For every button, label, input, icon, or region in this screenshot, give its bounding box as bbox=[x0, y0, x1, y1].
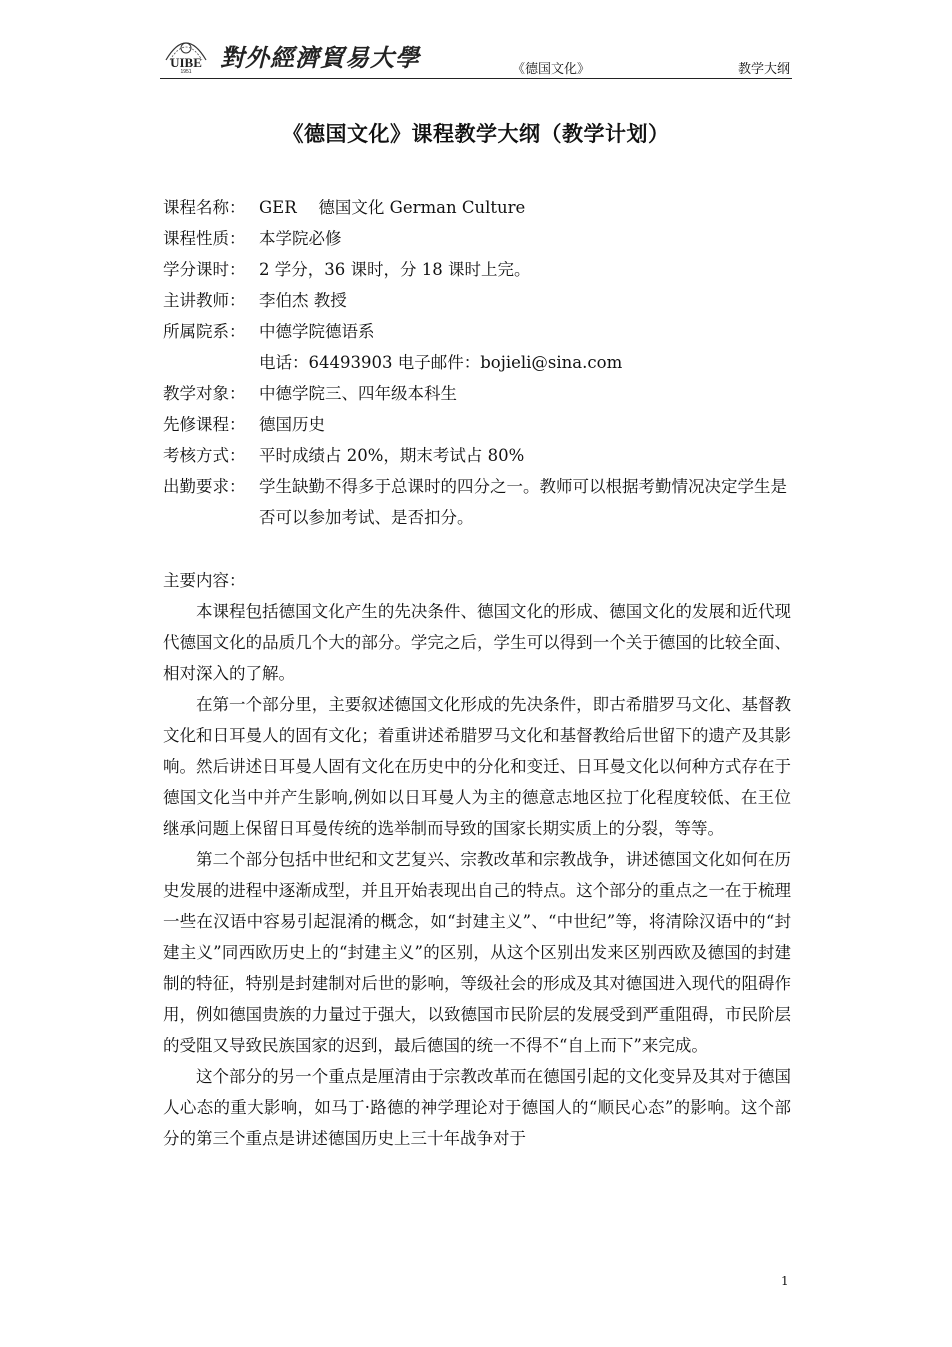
info-row-credits bbox=[163, 254, 793, 285]
info-label: 考核方式： bbox=[163, 446, 246, 465]
contact-info: 电话：64493903 电子邮件：bojieli@sina.com bbox=[259, 353, 623, 372]
document-title: 《德国文化》课程教学大纲（教学计划） bbox=[282, 122, 670, 146]
info-label: 课程性质： bbox=[163, 229, 246, 248]
info-row-course-name bbox=[163, 192, 793, 223]
info-label: 出勤要求： bbox=[163, 477, 246, 496]
info-label: 课程名称： bbox=[163, 198, 246, 217]
page-number: 1 bbox=[781, 1274, 789, 1288]
paragraph: 在第一个部分里，主要叙述德国文化形成的先决条件，即古希腊罗马文化、基督教文化和日耳曼人的固有文化；着重讲述希腊罗马文化和基督教给后世留下的遗产及其影响。然后讲述日耳曼人固有文化在历史中的分化和变迁、日耳曼文化以何种方式存在于德国文化当中并产生影响,例如以日耳曼人为主的德意志地区拉丁化程度较低、在王位继承问题上保留日耳曼传统的选举制而导致的国家长期实质上的分裂，等等。 bbox=[163, 695, 791, 838]
header-course-ref: 《德国文化》 bbox=[512, 62, 591, 77]
main-content bbox=[163, 565, 791, 1154]
university-logo bbox=[160, 30, 212, 74]
paragraph: 本课程包括德国文化产生的先决条件、德国文化的形成、德国文化的发展和近代现代德国文化的品质几个大的部分。学完之后，学生可以得到一个关于德国的比较全面、相对深入的了解。 bbox=[163, 602, 791, 683]
info-row-department bbox=[163, 316, 793, 347]
info-label: 所属院系： bbox=[163, 322, 246, 341]
logo-year: 1951 bbox=[180, 69, 192, 74]
university-name: 對外經濟貿易大學 bbox=[220, 43, 420, 72]
info-value: 学生缺勤不得多于总课时的四分之一。教师可以根据考勤情况决定学生是否可以参加考试、是否扣分。 bbox=[259, 477, 787, 527]
paragraph: 第二个部分包括中世纪和文艺复兴、宗教改革和宗教战争，讲述德国文化如何在历史发展的进程中逐渐成型，并且开始表现出自己的特点。这个部分的重点之一在于梳理一些在汉语中容易引起混淆的概念，如“封建主义”、“中世纪”等，将清除汉语中的“封建主义”同西欧历史上的“封建主义”的区别，从这个区别出发来区别西欧及德国的封建制的特征，特别是封建制对后世的影响，等级社会的形成及其对德国进入现代的阻碍作用，例如德国贵族的力量过于强大，以致德国市民阶层的发展受到严重阻碍，市民阶层的受阻又导致民族国家的迟到，最后德国的统一不得不“自上而下”来完成。 bbox=[163, 850, 791, 1055]
info-label: 先修课程： bbox=[163, 415, 246, 434]
section-heading: 主要内容： bbox=[163, 571, 246, 590]
info-value: 2 学分，36 课时，分 18 课时上完。 bbox=[259, 260, 531, 279]
info-value: 李伯杰 教授 bbox=[259, 291, 347, 310]
page-header bbox=[160, 28, 792, 80]
info-row-assessment bbox=[163, 440, 793, 471]
info-value: GER 德国文化 German Culture bbox=[259, 198, 526, 217]
info-value: 平时成绩占 20%，期末考试占 80% bbox=[259, 446, 525, 465]
paragraph: 这个部分的另一个重点是厘清由于宗教改革而在德国引起的文化变异及其对于德国人心态的重大影响，如马丁·路德的神学理论对于德国人的“顺民心态”的影响。这个部分的第三个重点是讲述德国历史上三十年战争对于 bbox=[163, 1067, 791, 1148]
info-row-prerequisite bbox=[163, 409, 793, 440]
info-label: 教学对象： bbox=[163, 384, 246, 403]
info-value: 德国历史 bbox=[259, 415, 325, 434]
info-row-audience bbox=[163, 378, 793, 409]
course-info bbox=[163, 192, 793, 533]
info-label: 主讲教师： bbox=[163, 291, 246, 310]
info-label: 学分课时： bbox=[163, 260, 246, 279]
header-divider bbox=[160, 78, 792, 79]
info-value: 中德学院德语系 bbox=[259, 322, 375, 341]
logo-text: UIBE bbox=[170, 55, 202, 70]
info-value: 本学院必修 bbox=[259, 229, 342, 248]
info-row-course-type bbox=[163, 223, 793, 254]
info-row-attendance bbox=[163, 471, 793, 533]
header-doc-type: 教学大纲 bbox=[737, 62, 790, 77]
info-value: 中德学院三、四年级本科生 bbox=[259, 384, 457, 403]
info-row-instructor bbox=[163, 285, 793, 316]
